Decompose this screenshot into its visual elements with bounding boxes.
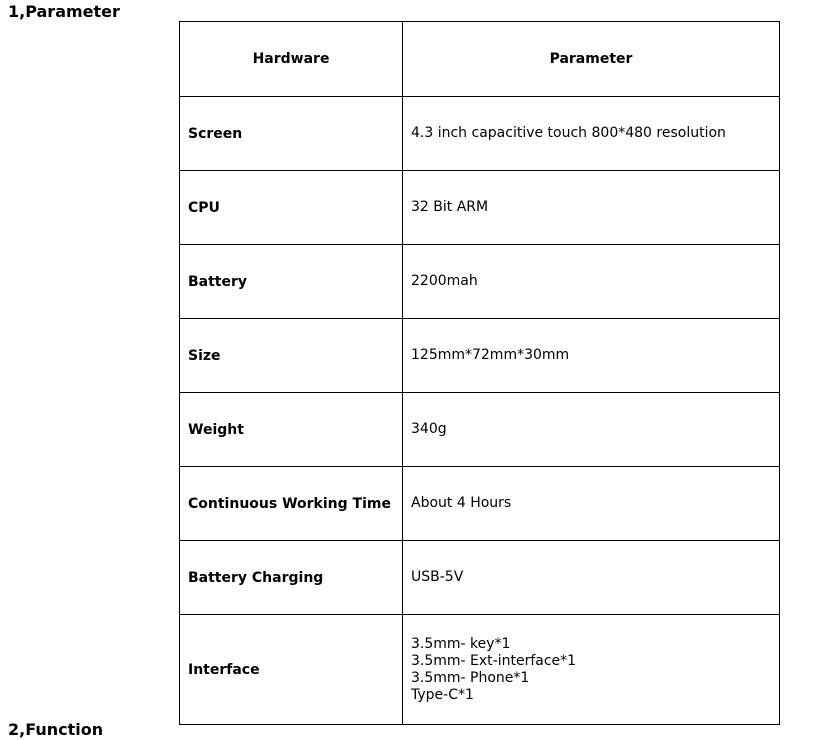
table-row	[180, 245, 780, 319]
parameter-line: 3.5mm- Ext-interface*1	[411, 652, 577, 669]
parameter-line: 2200mah	[411, 273, 478, 289]
hardware-cell: Battery	[180, 245, 403, 319]
table-row	[180, 615, 780, 725]
hardware-cell: Size	[180, 319, 403, 393]
table-header-row	[180, 22, 780, 97]
parameter-table	[179, 21, 780, 725]
section-title: 1,Parameter	[8, 2, 120, 21]
table-row	[180, 467, 780, 541]
table-row	[180, 541, 780, 615]
parameter-line: 3.5mm- Phone*1	[411, 669, 530, 686]
parameter-line: 125mm*72mm*30mm	[411, 347, 570, 363]
parameter-cell	[403, 245, 780, 319]
table-row	[180, 319, 780, 393]
table-row	[180, 171, 780, 245]
column-header-parameter: Parameter	[403, 22, 780, 97]
parameter-line: 32 Bit ARM	[411, 199, 489, 215]
parameter-cell	[403, 467, 780, 541]
table-row	[180, 393, 780, 467]
hardware-cell: Continuous Working Time	[180, 467, 403, 541]
hardware-cell: Interface	[180, 615, 403, 725]
parameter-line: USB-5V	[411, 569, 464, 585]
hardware-cell: Weight	[180, 393, 403, 467]
table-row	[180, 97, 780, 171]
parameter-line: 4.3 inch capacitive touch 800*480 resolution	[411, 125, 726, 141]
parameter-line: 3.5mm- key*1	[411, 635, 511, 652]
column-header-hardware: Hardware	[180, 22, 403, 97]
parameter-cell	[403, 615, 780, 725]
parameter-cell	[403, 319, 780, 393]
parameter-cell	[403, 393, 780, 467]
parameter-cell	[403, 541, 780, 615]
parameter-line: Type-C*1	[411, 686, 474, 703]
hardware-cell: CPU	[180, 171, 403, 245]
hardware-cell: Screen	[180, 97, 403, 171]
parameter-cell	[403, 171, 780, 245]
parameter-line: 340g	[411, 421, 447, 437]
parameter-cell	[403, 97, 780, 171]
parameter-line: About 4 Hours	[411, 495, 512, 511]
next-section-title: 2,Function	[8, 720, 104, 739]
hardware-cell: Battery Charging	[180, 541, 403, 615]
